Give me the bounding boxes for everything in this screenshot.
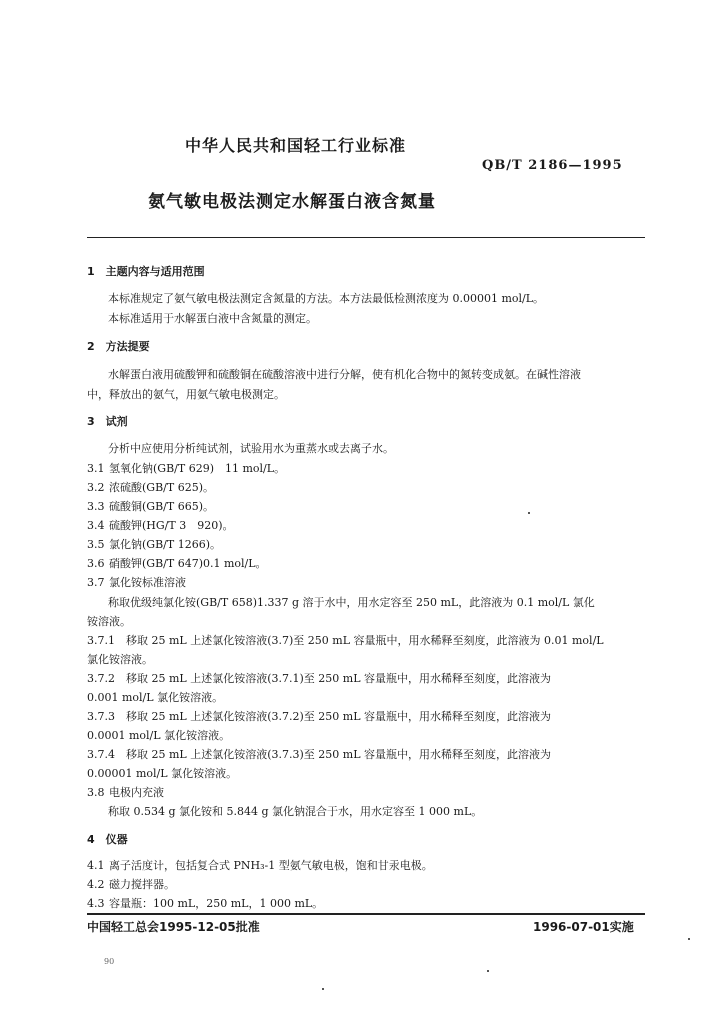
standard-organization-heading: 中华人民共和国轻工行业标准: [185, 136, 407, 155]
item-number: 3.5: [87, 538, 105, 551]
reagent-item-3-7-2-line-1: 3.7.2 移取 25 mL 上述氯化铵溶液(3.7.1)至 250 mL 容量瓶中，用水稀释至刻度，此溶液为: [87, 672, 552, 685]
item-text: 硫酸钾(HG/T 3 920)。: [109, 519, 234, 532]
section-2-paragraph-line-1: 水解蛋白液用硫酸钾和硫酸铜在硫酸溶液中进行分解，使有机化合物中的氮转变成氨。在碱性溶液: [108, 368, 581, 381]
item-number: 4.2: [87, 878, 105, 891]
section-3-heading: 3 试剂: [87, 415, 128, 428]
reagent-item-3-3: [87, 498, 214, 514]
instrument-item-4-3: [87, 895, 323, 911]
reagent-item-3-7: [87, 574, 186, 590]
document-title: 氨气敏电极法测定水解蛋白液含氮量: [148, 192, 436, 212]
item-text: 容量瓶：100 mL，250 mL，1 000 mL。: [109, 897, 324, 910]
scan-speck: [322, 988, 324, 990]
approval-note: 中国轻工总会1995-12-05批准: [87, 920, 260, 934]
instrument-item-4-2: [87, 876, 175, 892]
reagent-item-3-5: [87, 536, 221, 552]
item-number: 3.3: [87, 500, 105, 513]
reagent-3-7-paragraph-line-1: 称取优级纯氯化铵(GB/T 658)1.337 g 溶于水中，用水定容至 250 mL，此溶液为 0.1 mol/L 氯化: [108, 596, 595, 609]
reagent-item-3-7-1-line-1: 3.7.1 移取 25 mL 上述氯化铵溶液(3.7)至 250 mL 容量瓶中，用水稀释至刻度，此溶液为 0.01 mol/L: [87, 634, 604, 647]
section-2-heading: 2 方法提要: [87, 340, 150, 353]
section-4-heading: 4 仪器: [87, 833, 128, 846]
section-1-heading: 1 主题内容与适用范围: [87, 265, 205, 278]
reagent-item-3-7-3-line-1: 3.7.3 移取 25 mL 上述氯化铵溶液(3.7.2)至 250 mL 容量瓶中，用水稀释至刻度，此溶液为: [87, 710, 552, 723]
reagent-3-7-paragraph-line-2: 铵溶液。: [87, 615, 131, 628]
item-text: 硫酸铜(GB/T 665)。: [109, 500, 214, 513]
reagent-item-3-8: [87, 784, 164, 800]
item-text: 硝酸钾(GB/T 647)0.1 mol/L。: [109, 557, 267, 570]
item-text: 离子活度计，包括复合式 PNH₃-1 型氨气敏电极，饱和甘汞电极。: [109, 859, 433, 872]
footer-divider: [87, 913, 645, 915]
reagent-item-3-6: [87, 555, 267, 571]
item-text: 氢氧化钠(GB/T 629) 11 mol/L。: [109, 462, 286, 475]
scan-speck: [487, 970, 489, 972]
instrument-item-4-1: [87, 857, 433, 873]
scan-speck: [528, 512, 530, 514]
standard-code: QB/T 2186—1995: [482, 158, 623, 173]
page-number: 90: [104, 957, 115, 966]
implementation-date: 1996-07-01实施: [533, 920, 634, 934]
item-text: 磁力搅拌器。: [109, 878, 175, 891]
item-text: 氯化铵标准溶液: [109, 576, 186, 589]
item-number: 3.4: [87, 519, 105, 532]
reagent-item-3-7-1-line-2: 氯化铵溶液。: [87, 653, 153, 666]
header-divider: [87, 237, 645, 238]
section-1-paragraph-2: 本标准适用于水解蛋白液中含氮量的测定。: [108, 312, 317, 325]
reagent-3-8-paragraph: 称取 0.534 g 氯化铵和 5.844 g 氯化钠混合于水，用水定容至 1 000 mL。: [108, 805, 483, 818]
item-number: 3.6: [87, 557, 105, 570]
scan-speck: [688, 938, 690, 940]
item-number: 3.2: [87, 481, 105, 494]
item-number: 3.7: [87, 576, 105, 589]
reagent-item-3-7-2-line-2: 0.001 mol/L 氯化铵溶液。: [87, 691, 224, 704]
reagent-item-3-7-4-line-1: 3.7.4 移取 25 mL 上述氯化铵溶液(3.7.3)至 250 mL 容量瓶中，用水稀释至刻度，此溶液为: [87, 748, 552, 761]
section-2-paragraph-line-2: 中，释放出的氨气，用氨气敏电极测定。: [87, 388, 285, 401]
reagent-item-3-4: [87, 517, 234, 533]
reagent-item-3-1: [87, 460, 285, 476]
section-3-intro: 分析中应使用分析纯试剂，试验用水为重蒸水或去离子水。: [108, 442, 394, 455]
item-text: 浓硫酸(GB/T 625)。: [109, 481, 214, 494]
reagent-item-3-7-4-line-2: 0.00001 mol/L 氯化铵溶液。: [87, 767, 238, 780]
item-text: 电极内充液: [109, 786, 164, 799]
reagent-item-3-2: [87, 479, 214, 495]
section-1-paragraph-1: 本标准规定了氨气敏电极法测定含氮量的方法。本方法最低检测浓度为 0.00001 mol/L。: [108, 292, 545, 305]
item-number: 3.8: [87, 786, 105, 799]
item-number: 3.1: [87, 462, 105, 475]
item-number: 4.3: [87, 897, 105, 910]
reagent-item-3-7-3-line-2: 0.0001 mol/L 氯化铵溶液。: [87, 729, 231, 742]
item-number: 4.1: [87, 859, 105, 872]
item-text: 氯化钠(GB/T 1266)。: [109, 538, 221, 551]
